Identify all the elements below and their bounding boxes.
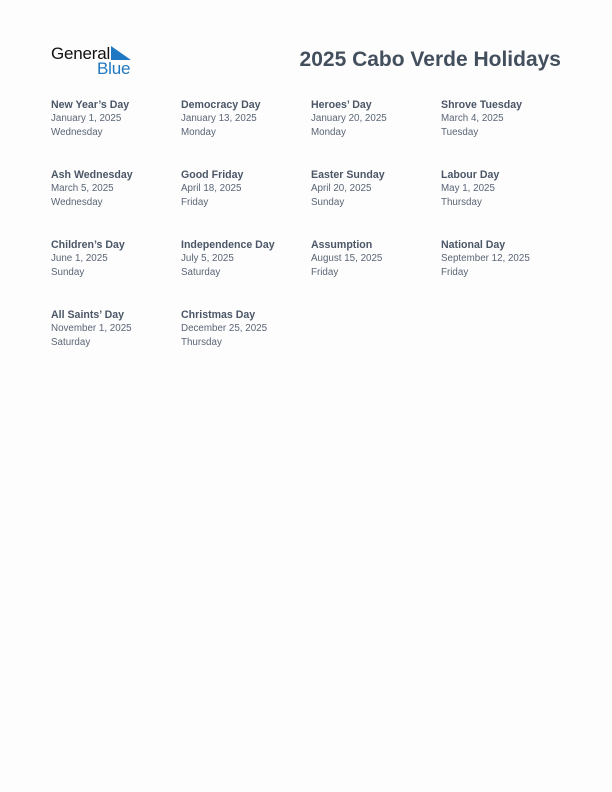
holiday-item-national-day [441,238,571,308]
holiday-name: Easter Sunday [311,169,385,181]
holiday-date: June 1, 2025 [51,253,108,264]
holiday-weekday: Wednesday [51,127,103,138]
holiday-name: Independence Day [181,239,275,251]
blue-triangle-icon [111,46,131,60]
holiday-weekday: Friday [311,267,339,278]
holiday-name: Democracy Day [181,99,261,111]
holiday-item-shrove-tuesday [441,98,571,168]
holiday-date: August 15, 2025 [311,253,383,264]
page-title: 2025 Cabo Verde Holidays [299,48,561,71]
logo-blue-text: Blue [97,59,131,78]
holiday-date: September 12, 2025 [441,253,530,264]
holiday-date: January 13, 2025 [181,113,257,124]
holiday-date: January 20, 2025 [311,113,387,124]
holiday-name: Labour Day [441,169,500,181]
holiday-weekday: Saturday [181,267,221,278]
holiday-weekday: Thursday [441,197,482,208]
holiday-item-heroes-day [311,98,441,168]
holiday-weekday: Monday [311,127,346,138]
holiday-item-childrens-day [51,238,181,308]
holiday-weekday: Wednesday [51,197,103,208]
holiday-weekday: Thursday [181,337,222,348]
holiday-item-democracy-day [181,98,311,168]
holiday-name: Assumption [311,239,373,251]
holiday-date: November 1, 2025 [51,323,132,334]
holiday-name: Ash Wednesday [51,169,133,181]
holiday-name: Children’s Day [51,239,125,251]
holiday-date: December 25, 2025 [181,323,268,334]
holiday-weekday: Sunday [51,267,85,278]
holiday-name: All Saints’ Day [51,309,125,321]
holiday-item-all-saints-day [51,308,181,378]
holiday-date: March 5, 2025 [51,183,114,194]
holiday-item-easter-sunday [311,168,441,238]
holiday-weekday: Monday [181,127,216,138]
holiday-item-christmas-day [181,308,311,378]
holiday-weekday: Friday [441,267,469,278]
holiday-date: May 1, 2025 [441,183,495,194]
logo-general-text: General [51,44,111,63]
holiday-item-ash-wednesday [51,168,181,238]
generalblue-logo [51,44,133,78]
holiday-weekday: Sunday [311,197,345,208]
holiday-grid [51,98,571,378]
holiday-item-assumption [311,238,441,308]
holiday-weekday: Tuesday [441,127,479,138]
holiday-item-labour-day [441,168,571,238]
holiday-name: Shrove Tuesday [441,99,523,111]
holiday-item-independence-day [181,238,311,308]
holiday-item-good-friday [181,168,311,238]
holiday-name: National Day [441,239,506,251]
holiday-weekday: Friday [181,197,209,208]
holiday-date: January 1, 2025 [51,113,122,124]
holiday-name: Heroes’ Day [311,99,372,111]
holiday-date: April 18, 2025 [181,183,242,194]
holiday-weekday: Saturday [51,337,91,348]
holiday-name: New Year’s Day [51,99,130,111]
holiday-name: Good Friday [181,169,244,181]
holiday-date: March 4, 2025 [441,113,504,124]
holiday-item-new-years-day [51,98,181,168]
holiday-date: April 20, 2025 [311,183,372,194]
holiday-name: Christmas Day [181,309,256,321]
holiday-date: July 5, 2025 [181,253,234,264]
